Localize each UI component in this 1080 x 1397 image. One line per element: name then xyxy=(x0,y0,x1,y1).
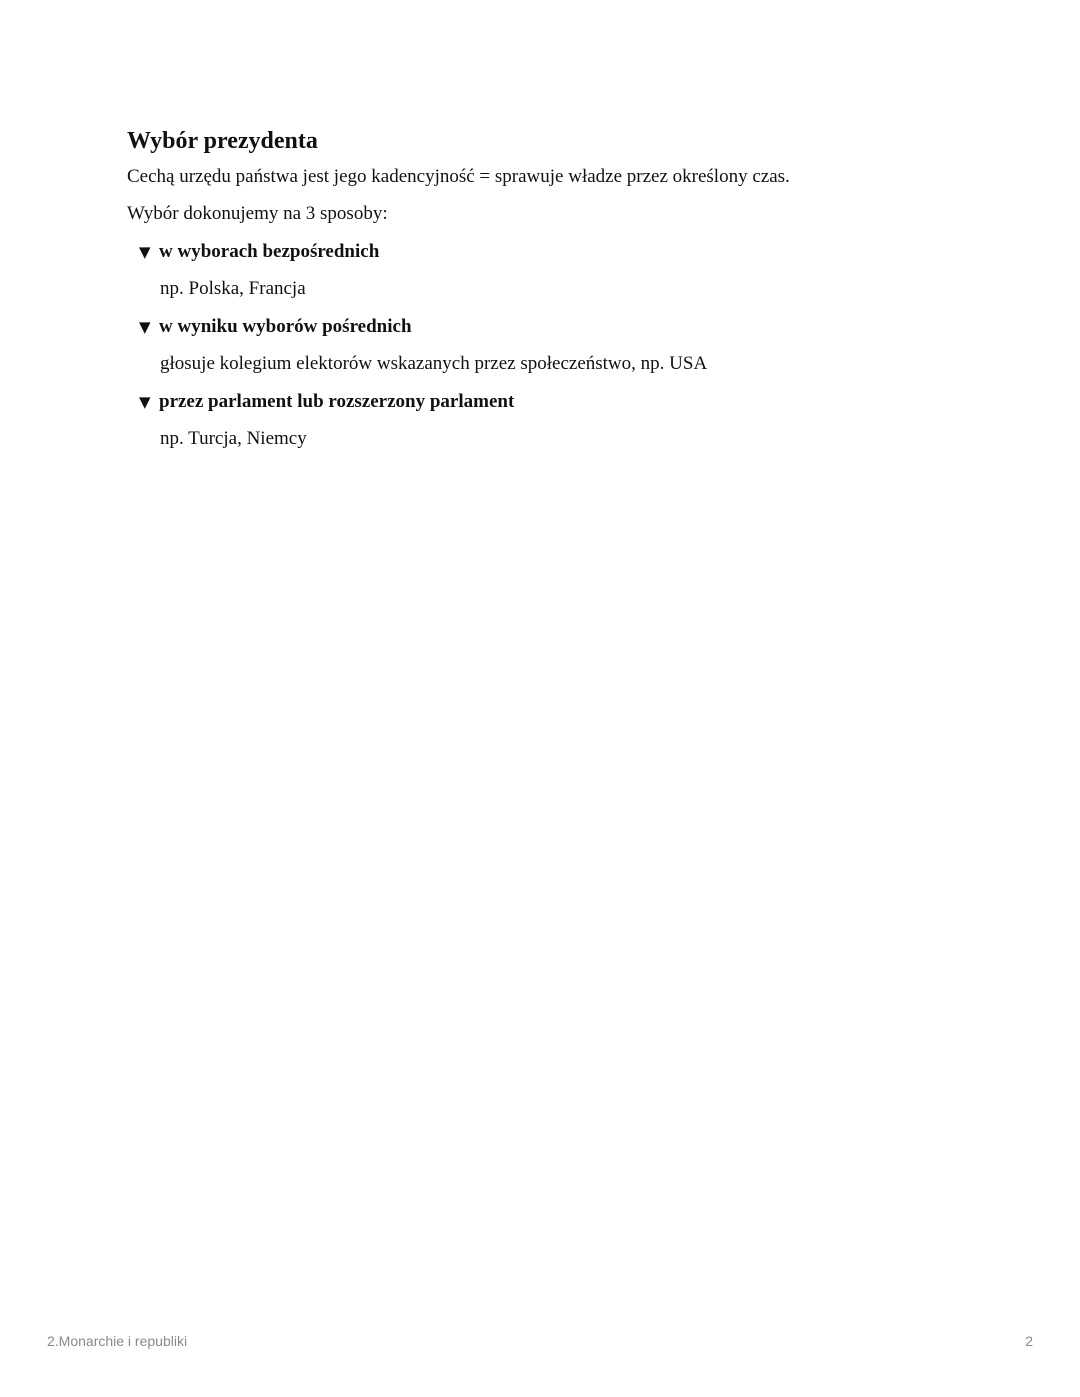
toggle-body: np. Polska, Francja xyxy=(160,278,306,299)
triangle-down-icon[interactable]: ▼ xyxy=(139,318,151,336)
toggle-header[interactable] xyxy=(139,239,947,265)
toggle-block-direct xyxy=(139,239,947,302)
toggle-heading: przez parlament lub rozszerzony parlament xyxy=(159,391,515,412)
intro-paragraph: Cechą urzędu państwa jest jego kadencyjność = sprawuje władze przez określony czas. xyxy=(127,166,790,187)
toggle-body: np. Turcja, Niemcy xyxy=(160,428,307,449)
toggle-block-indirect xyxy=(139,314,947,377)
triangle-down-icon[interactable]: ▼ xyxy=(139,393,151,411)
toggle-heading: w wyborach bezpośrednich xyxy=(159,241,380,262)
document-content xyxy=(127,124,947,452)
footer-page-number: 2 xyxy=(1025,1333,1033,1349)
toggle-header[interactable] xyxy=(139,314,947,340)
page-title: Wybór prezydenta xyxy=(127,128,318,154)
toggle-heading: w wyniku wyborów pośrednich xyxy=(159,316,412,337)
toggle-block-parliament xyxy=(139,389,947,452)
toggle-header[interactable] xyxy=(139,389,947,415)
triangle-down-icon[interactable]: ▼ xyxy=(139,243,151,261)
toggle-body: głosuje kolegium elektorów wskazanych przez społeczeństwo, np. USA xyxy=(160,353,708,374)
methods-paragraph: Wybór dokonujemy na 3 sposoby: xyxy=(127,203,388,224)
footer-section-title: 2.Monarchie i republiki xyxy=(47,1333,188,1349)
